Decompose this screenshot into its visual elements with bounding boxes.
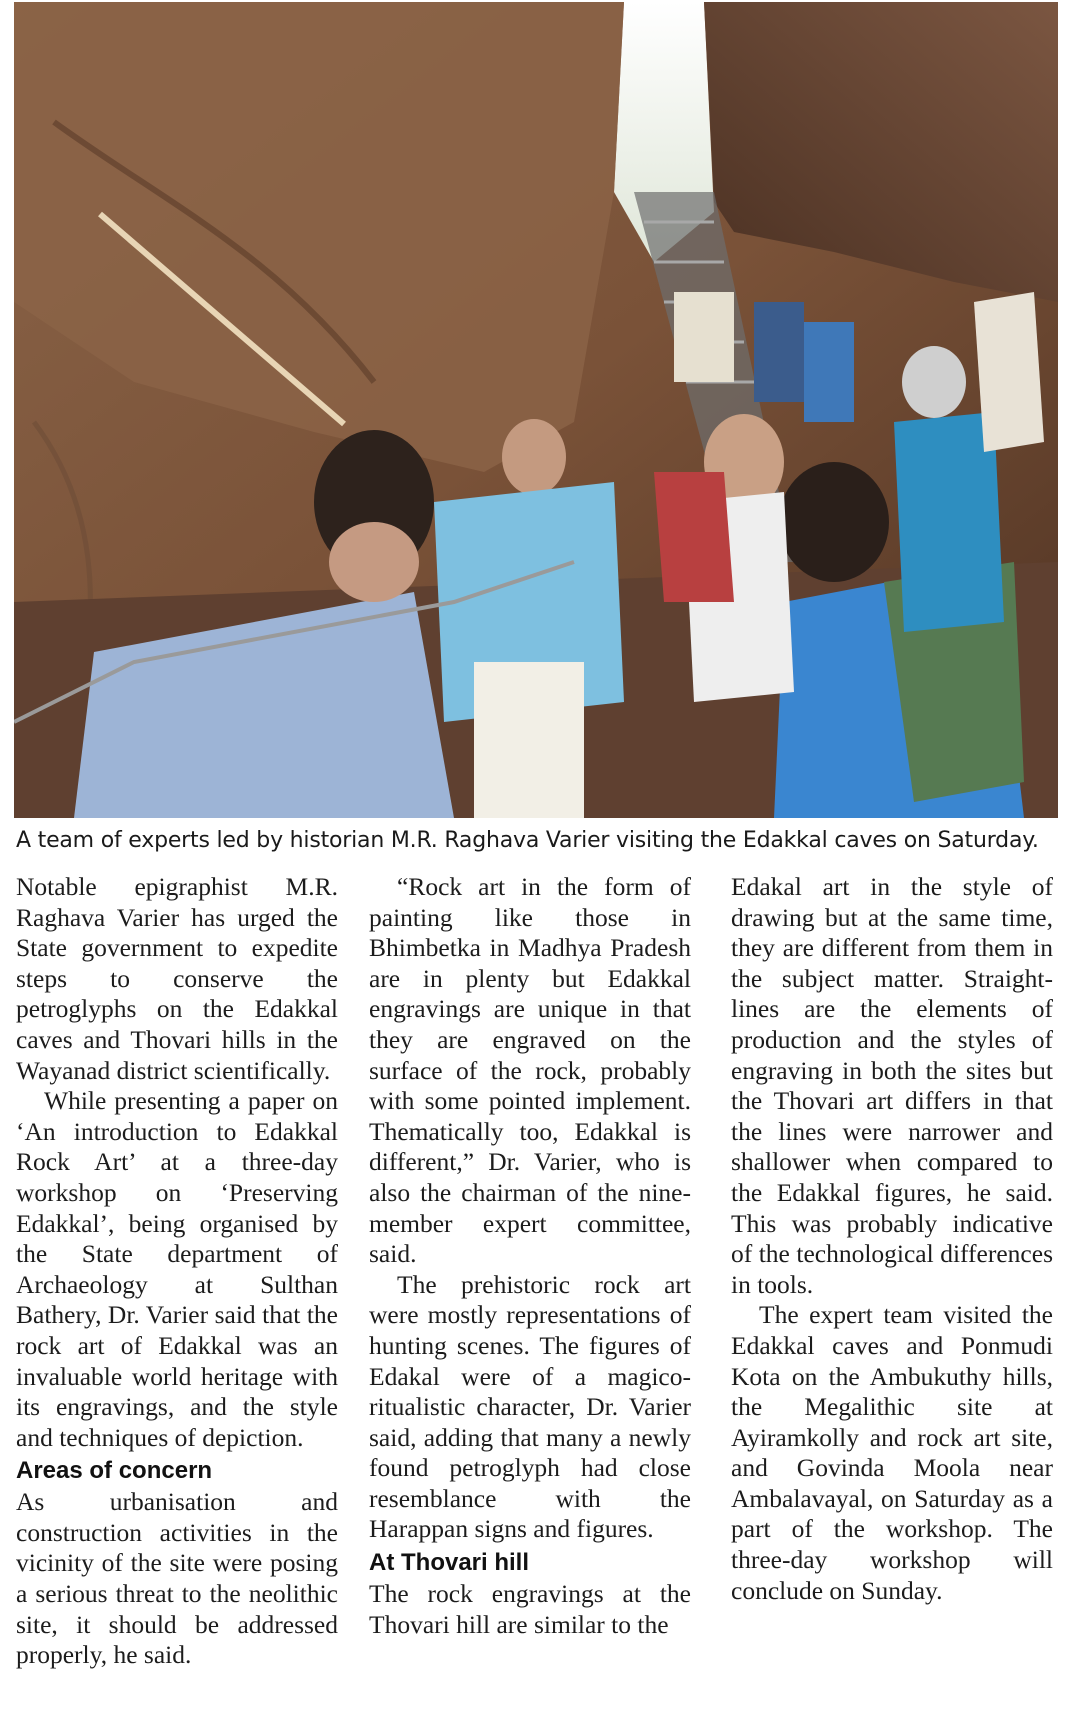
subheading-at-thovari-hill: At Thovari hill [369,1549,530,1577]
article-paragraph: Edakal art in the style of drawing but at the same time, they are different from them in the subject matter. Straight-lines are the elements of production and the styles of engraving in both the sites but the Thovari art differs in that the lines were narrower and shallower when compared to the Edakkal figures, he said. This was probably indicative of the technological differences in tools. [731,872,1053,1299]
article-paragraph: “Rock art in the form of painting like those in Bhimbetka in Madhya Pradesh are in plenty but Edakkal engravings are unique in that they are engraved on the surface of the rock, probably with some pointed implement. Thematically too, Edakkal is different,” Dr. Varier, who is also the chairman of the nine-member expert committee, said. [369,872,691,1269]
news-photo [14,2,1058,818]
article-paragraph: While presenting a paper on ‘An introduction to Edakkal Rock Art’ at a three-day workshop on ‘Preserving Edakkal’, being organised by the State department of Archaeology at Sulthan Bathery, Dr. Varier said that the rock art of Edakkal was an invaluable world heritage with its engravings, and the style and techniques of depiction. [16,1086,338,1452]
article-column-3 [731,872,1053,1606]
article-column-1 [16,872,338,1671]
photo-caption: A team of experts led by historian M.R. Raghava Varier visiting the Edakkal caves on Saturday. [16,828,1039,853]
article-paragraph: The rock engravings at the Thovari hill are similar to the [369,1579,691,1639]
article-paragraph: The expert team visited the Edakkal caves and Ponmudi Kota on the Ambukuthy hills, the Megalithic site at Ayiramkolly and rock art site, and Govinda Moola near Ambalavayal, on Saturday as a part of the workshop. The three-day workshop will conclude on Sunday. [731,1300,1053,1605]
article-column-2 [369,872,691,1640]
article-paragraph: Notable epigraphist M.R. Raghava Varier has urged the State government to expedite steps to conserve the petroglyphs on the Edakkal caves and Thovari hills in the Wayanad district scientifically. [16,872,338,1085]
article-paragraph: The prehistoric rock art were mostly representations of hunting scenes. The figures of Edakal were of a magico-ritualistic character, Dr. Varier said, adding that many a newly found petroglyph had close resemblance with the Harappan signs and figures. [369,1269,691,1544]
subheading-areas-of-concern: Areas of concern [16,1457,213,1485]
article-paragraph: As urbanisation and construction activities in the vicinity of the site were posing a serious threat to the neolithic site, it should be addressed properly, he said. [16,1487,338,1670]
photo-icon [14,2,1058,818]
